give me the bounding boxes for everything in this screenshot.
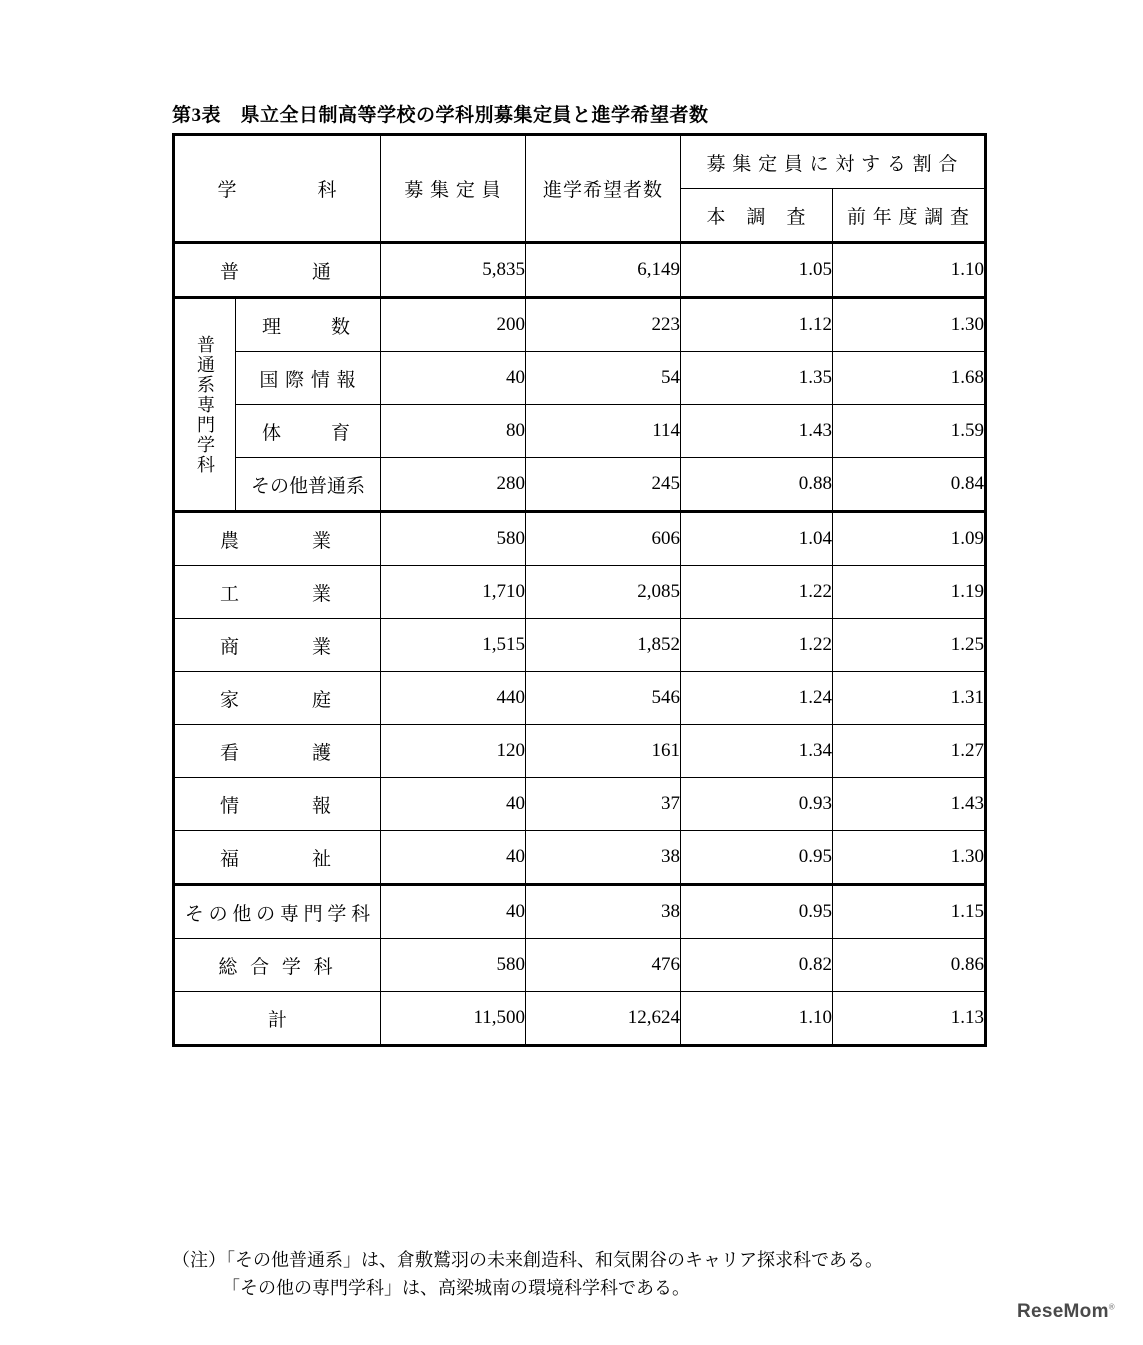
- row-current: 1.10: [681, 992, 833, 1046]
- row-previous: 1.25: [833, 619, 986, 672]
- resemom-logo: [1017, 1301, 1115, 1323]
- row-label: 家 庭: [174, 672, 381, 725]
- row-quota: 580: [381, 939, 526, 992]
- row-applicants: 1,852: [526, 619, 681, 672]
- row-current: 0.82: [681, 939, 833, 992]
- row-applicants: 2,085: [526, 566, 681, 619]
- row-previous: 1.19: [833, 566, 986, 619]
- page-title: 第3表 県立全日制高等学校の学科別募集定員と進学希望者数: [172, 105, 709, 126]
- table-row: [174, 778, 986, 831]
- logo-text: ReseMom: [1016, 1301, 1109, 1322]
- header-quota: 募 集 定 員: [381, 135, 526, 243]
- table-row: [174, 405, 986, 458]
- row-label: 体 育: [236, 405, 381, 458]
- logo-mark: ®: [1108, 1302, 1115, 1312]
- row-quota: 280: [381, 458, 526, 512]
- row-quota: 440: [381, 672, 526, 725]
- table-row: [174, 352, 986, 405]
- row-applicants: 546: [526, 672, 681, 725]
- row-quota: 80: [381, 405, 526, 458]
- row-previous: 1.15: [833, 885, 986, 939]
- table-row: [174, 992, 986, 1046]
- row-label: そ の 他 の 専 門 学 科: [174, 885, 381, 939]
- row-quota: 40: [381, 778, 526, 831]
- row-previous: 1.68: [833, 352, 986, 405]
- row-quota: 120: [381, 725, 526, 778]
- header-applicants: 進学希望者数: [526, 135, 681, 243]
- row-applicants: 12,624: [526, 992, 681, 1046]
- row-label: 普 通: [174, 243, 381, 298]
- row-quota: 580: [381, 512, 526, 566]
- row-applicants: 114: [526, 405, 681, 458]
- header-ratio-current: 本 調 査: [681, 189, 833, 243]
- row-current: 0.95: [681, 885, 833, 939]
- table-row: [174, 831, 986, 885]
- row-quota: 1,515: [381, 619, 526, 672]
- row-label: 看 護: [174, 725, 381, 778]
- row-current: 1.35: [681, 352, 833, 405]
- table-row: [174, 243, 986, 298]
- row-quota: 11,500: [381, 992, 526, 1046]
- footnote-line-2: 「その他の専門学科」は、高梁城南の環境科学科である。: [222, 1277, 690, 1298]
- table-row: [174, 939, 986, 992]
- row-quota: 40: [381, 885, 526, 939]
- group-label: 普通系専門学科: [195, 334, 215, 475]
- row-current: 1.24: [681, 672, 833, 725]
- enrollment-table: [172, 133, 987, 1047]
- table-row: [174, 725, 986, 778]
- table-row: [174, 885, 986, 939]
- footnotes: [172, 1247, 883, 1303]
- row-applicants: 54: [526, 352, 681, 405]
- row-previous: 1.13: [833, 992, 986, 1046]
- row-label: 商 業: [174, 619, 381, 672]
- row-applicants: 245: [526, 458, 681, 512]
- row-current: 1.05: [681, 243, 833, 298]
- row-label: 農 業: [174, 512, 381, 566]
- row-label: 福 祉: [174, 831, 381, 885]
- row-quota: 200: [381, 298, 526, 352]
- table-row: [174, 566, 986, 619]
- row-label: 国 際 情 報: [236, 352, 381, 405]
- row-previous: 1.10: [833, 243, 986, 298]
- table-row: [174, 298, 986, 352]
- row-current: 1.22: [681, 619, 833, 672]
- row-current: 1.04: [681, 512, 833, 566]
- row-quota: 40: [381, 352, 526, 405]
- row-quota: 40: [381, 831, 526, 885]
- row-previous: 1.31: [833, 672, 986, 725]
- row-applicants: 38: [526, 831, 681, 885]
- row-label: 計: [174, 992, 381, 1046]
- table-row: [174, 458, 986, 512]
- row-applicants: 161: [526, 725, 681, 778]
- row-label: 工 業: [174, 566, 381, 619]
- row-current: 1.43: [681, 405, 833, 458]
- row-current: 1.22: [681, 566, 833, 619]
- row-applicants: 38: [526, 885, 681, 939]
- row-label: その他普通系: [236, 458, 381, 512]
- table-row: [174, 619, 986, 672]
- row-applicants: 6,149: [526, 243, 681, 298]
- row-applicants: 223: [526, 298, 681, 352]
- row-label: 理 数: [236, 298, 381, 352]
- row-current: 1.34: [681, 725, 833, 778]
- row-previous: 1.09: [833, 512, 986, 566]
- row-previous: 0.86: [833, 939, 986, 992]
- row-previous: 1.27: [833, 725, 986, 778]
- row-label: 情 報: [174, 778, 381, 831]
- row-applicants: 37: [526, 778, 681, 831]
- row-previous: 1.43: [833, 778, 986, 831]
- header-ratio-previous: 前 年 度 調 査: [833, 189, 986, 243]
- row-previous: 0.84: [833, 458, 986, 512]
- table-row: [174, 512, 986, 566]
- header-ratio-group: 募 集 定 員 に 対 す る 割 合: [681, 135, 986, 189]
- row-applicants: 606: [526, 512, 681, 566]
- footnote-line-1: （注）「その他普通系」は、倉敷鷲羽の未来創造科、和気閑谷のキャリア探求科である。: [172, 1250, 883, 1270]
- row-previous: 1.30: [833, 298, 986, 352]
- row-previous: 1.30: [833, 831, 986, 885]
- row-applicants: 476: [526, 939, 681, 992]
- group-label-cell: [174, 298, 236, 512]
- row-current: 0.88: [681, 458, 833, 512]
- row-quota: 1,710: [381, 566, 526, 619]
- row-label: 総 合 学 科: [174, 939, 381, 992]
- row-quota: 5,835: [381, 243, 526, 298]
- header-subject: 学 科: [174, 135, 381, 243]
- row-previous: 1.59: [833, 405, 986, 458]
- row-current: 0.95: [681, 831, 833, 885]
- row-current: 1.12: [681, 298, 833, 352]
- table-header-row-1: [174, 135, 986, 189]
- row-current: 0.93: [681, 778, 833, 831]
- table-row: [174, 672, 986, 725]
